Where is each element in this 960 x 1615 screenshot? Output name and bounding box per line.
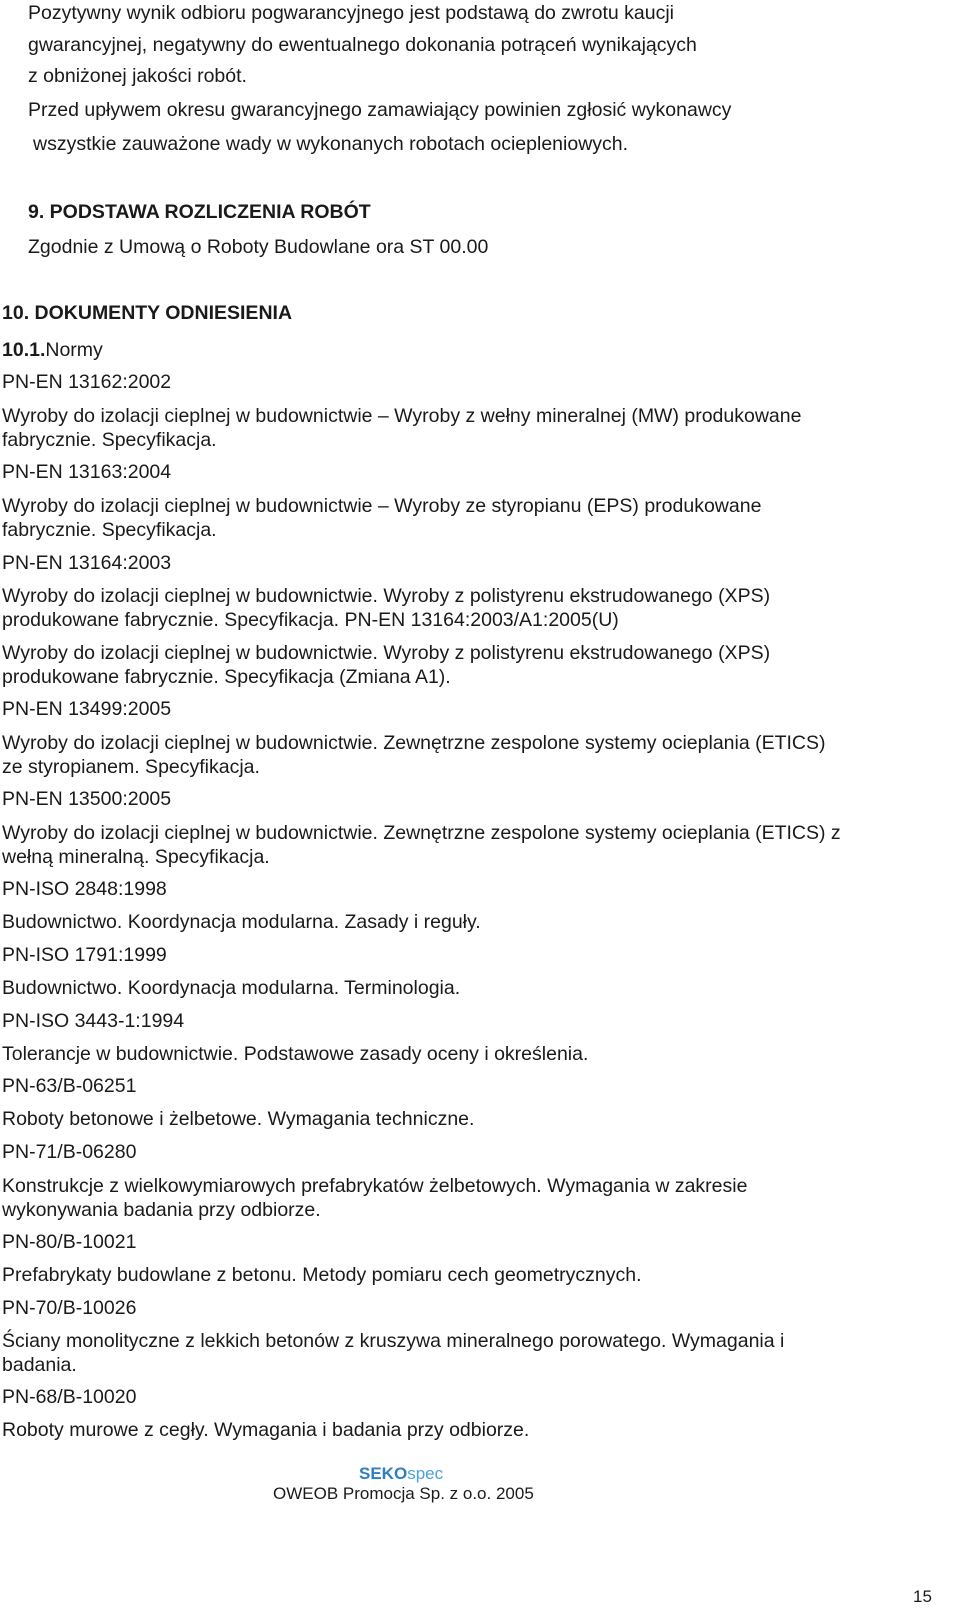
section-heading: 9. PODSTAWA ROZLICZENIA ROBÓT	[28, 201, 371, 223]
standard-title: Wyroby do izolacji cieplnej w budownictwie – Wyroby ze styropianu (EPS) produkowane	[2, 495, 762, 517]
standard-title: Wyroby do izolacji cieplnej w budownictwie. Zewnętrzne zespolone systemy ocieplania (ETICS)	[2, 732, 826, 754]
standard-code: PN-71/B-06280	[2, 1141, 137, 1163]
standard-title: produkowane fabrycznie. Specyfikacja. PN-EN 13164:2003/A1:2005(U)	[2, 609, 619, 631]
standard-title: Ściany monolityczne z lekkich betonów z kruszywa mineralnego porowatego. Wymagania i	[2, 1330, 785, 1352]
standard-title: wykonywania badania przy odbiorze.	[2, 1199, 321, 1221]
standard-title: Wyroby do izolacji cieplnej w budownictwie – Wyroby z wełny mineralnej (MW) produkowane	[2, 405, 802, 427]
subsection-number: 10.1.	[2, 339, 46, 361]
page-number: 15	[913, 1587, 932, 1606]
footer-logo	[359, 1464, 443, 1484]
standard-title: fabrycznie. Specyfikacja.	[2, 429, 217, 451]
intro-line: Przed upływem okresu gwarancyjnego zamawiający powinien zgłosić wykonawcy	[28, 99, 732, 121]
standard-title: Budownictwo. Koordynacja modularna. Terminologia.	[2, 977, 461, 999]
standard-title: wełną mineralną. Specyfikacja.	[2, 846, 270, 868]
standard-title: Wyroby do izolacji cieplnej w budownictwie. Wyroby z polistyrenu ekstrudowanego (XPS)	[2, 585, 771, 607]
standard-code: PN-80/B-10021	[2, 1231, 137, 1253]
standard-code: PN-ISO 2848:1998	[2, 878, 167, 900]
standard-title: Roboty murowe z cegły. Wymagania i badania przy odbiorze.	[2, 1419, 530, 1441]
footer-logo-bold: SEKO	[359, 1464, 408, 1483]
standard-title: badania.	[2, 1354, 77, 1376]
intro-line: z obniżonej jakości robót.	[28, 65, 247, 87]
standard-code: PN-EN 13163:2004	[2, 461, 172, 483]
standard-code: PN-68/B-10020	[2, 1386, 137, 1408]
standard-title: Roboty betonowe i żelbetowe. Wymagania techniczne.	[2, 1108, 475, 1130]
standard-code: PN-EN 13164:2003	[2, 552, 172, 574]
standard-title: Budownictwo. Koordynacja modularna. Zasady i reguły.	[2, 911, 481, 933]
standard-title: Wyroby do izolacji cieplnej w budownictwie. Zewnętrzne zespolone systemy ocieplania (ETICS) z	[2, 822, 841, 844]
section-heading: 10. DOKUMENTY ODNIESIENIA	[2, 302, 293, 324]
intro-line: Pozytywny wynik odbioru pogwarancyjnego jest podstawą do zwrotu kaucji	[28, 2, 675, 24]
standard-title: Konstrukcje z wielkowymiarowych prefabrykatów żelbetowych. Wymagania w zakresie	[2, 1175, 748, 1197]
subsection-title: Normy	[45, 339, 103, 361]
standard-code: PN-EN 13499:2005	[2, 698, 172, 720]
intro-line: wszystkie zauważone wady w wykonanych robotach ociepleniowych.	[33, 133, 629, 155]
standard-title: produkowane fabrycznie. Specyfikacja (Zmiana A1).	[2, 666, 451, 688]
standard-title: Wyroby do izolacji cieplnej w budownictwie. Wyroby z polistyrenu ekstrudowanego (XPS)	[2, 642, 771, 664]
standard-code: PN-ISO 1791:1999	[2, 944, 167, 966]
footer-company: OWEOB Promocja Sp. z o.o. 2005	[273, 1484, 534, 1503]
section-text: Zgodnie z Umową o Roboty Budowlane ora ST 00.00	[28, 236, 489, 258]
footer-logo-light: spec	[407, 1464, 444, 1483]
intro-line: gwarancyjnej, negatywny do ewentualnego dokonania potrąceń wynikających	[28, 34, 697, 56]
standard-code: PN-70/B-10026	[2, 1297, 137, 1319]
standard-title: ze styropianem. Specyfikacja.	[2, 756, 260, 778]
subsection-heading	[2, 339, 103, 362]
standard-code: PN-EN 13500:2005	[2, 788, 172, 810]
standard-title: Prefabrykaty budowlane z betonu. Metody pomiaru cech geometrycznych.	[2, 1264, 642, 1286]
standard-code: PN-ISO 3443-1:1994	[2, 1010, 185, 1032]
standard-code: PN-63/B-06251	[2, 1075, 137, 1097]
standard-title: Tolerancje w budownictwie. Podstawowe zasady oceny i określenia.	[2, 1043, 589, 1065]
standard-title: fabrycznie. Specyfikacja.	[2, 519, 217, 541]
standard-code: PN-EN 13162:2002	[2, 371, 172, 393]
